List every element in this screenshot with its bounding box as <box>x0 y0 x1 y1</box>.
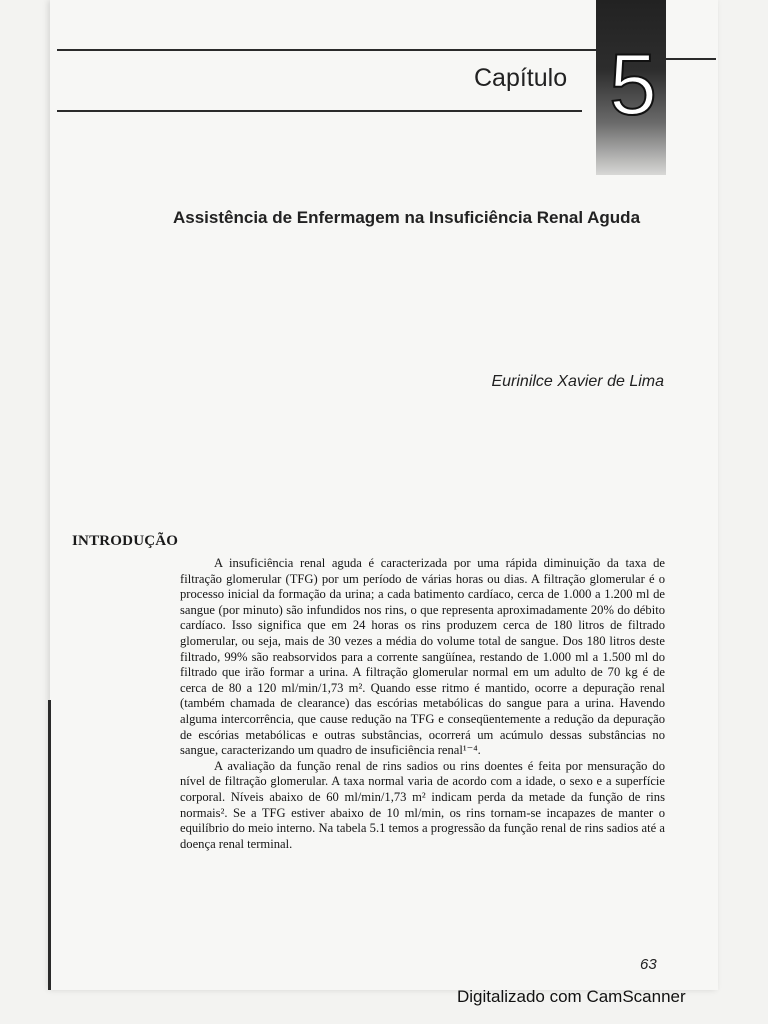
scanner-watermark: Digitalizado com CamScanner <box>457 987 686 1006</box>
section-heading: INTRODUÇÃO <box>72 533 179 549</box>
page-edge-shadow <box>48 700 51 990</box>
body-text <box>180 556 665 852</box>
page-number: 63 <box>640 956 657 973</box>
header-rule-bottom <box>57 110 582 112</box>
chapter-title: Assistência de Enfermagem na Insuficiência Renal Aguda <box>173 208 641 227</box>
chapter-number: 5 <box>609 37 657 133</box>
paragraph: A insuficiência renal aguda é caracterizada por uma rápida diminuição da taxa de filtração glomerular (TFG) por um período de várias horas ou dias. A filtração glomerular é o processo inicial da formação da urina; a cada batimento cardíaco, cerca de 1.000 a 1.200 ml de sangue (por minuto) são infundidos nos rins, o que representa aproximadamente 20% do débito cardíaco. Isso significa que em 24 horas os rins produzem cerca de 180 litros de filtrado glomerular, ou seja, mais de 30 vezes a média do volume total de sangue. Dos 180 litros deste filtrado, 99% são reabsorvidos para a corrente sangüínea, restando de 1.000 ml a 1.500 ml do filtrado que irão formar a urina. A filtração glomerular normal em um adulto de 70 kg é de cerca de 80 a 120 ml/min/1,73 m². Quando esse ritmo é mantido, ocorre a depuração renal (também chamada de clearance) das escórias metabólicas do sangue para a urina. Havendo alguma intercorrência, que cause redução na TFG e conseqüentemente a redução da depuração de escórias metabólicas e outras substâncias, ocorrerá um acúmulo dessas substâncias no sangue, caracterizando um quadro de insuficiência renal¹⁻⁴. <box>180 556 665 758</box>
chapter-label: Capítulo <box>474 64 568 92</box>
paragraph: A avaliação da função renal de rins sadios ou rins doentes é feita por mensuração do nível de filtração glomerular. A taxa normal varia de acordo com a idade, o sexo e a superfície corporal. Níveis abaixo de 60 ml/min/1,73 m² indicam perda da metade da função de rins normais². Se a TFG estiver abaixo de 10 ml/min, os rins tornam-se incapazes de manter o equilíbrio do meio interno. Na tabela 5.1 temos a progressão da função renal de rins sadios até a doença renal terminal. <box>180 758 665 851</box>
header-rule-top <box>57 49 599 51</box>
author-name: Eurinilce Xavier de Lima <box>491 373 664 390</box>
